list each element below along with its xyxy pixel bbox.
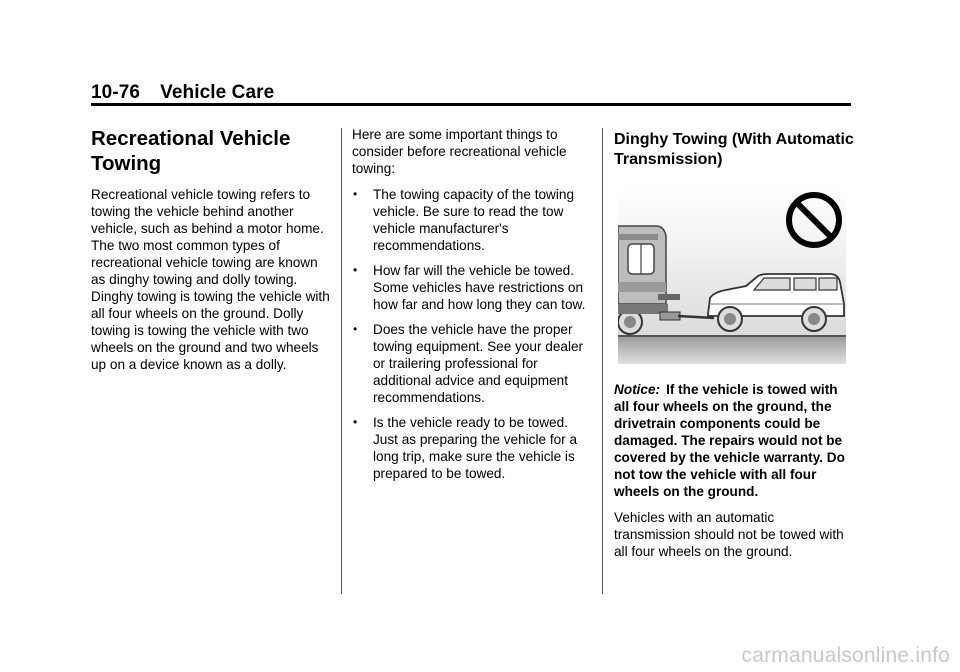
notice-block (614, 381, 854, 500)
column-left (91, 126, 331, 382)
subsection-title: Dinghy Towing (With Automatic Transmission) (614, 131, 854, 168)
bullet-icon: • (353, 415, 358, 429)
column-middle (352, 126, 592, 490)
considerations-list (352, 186, 592, 482)
notice-label: Notice: (614, 382, 661, 397)
chapter-title: Vehicle Care (160, 82, 275, 103)
list-item: • How far will the vehicle be towed. Some vehicles have restrictions on how far and how long they can tow. (353, 263, 586, 312)
header-rule (91, 103, 851, 106)
list-item: • Does the vehicle have the proper towing equipment. See your dealer or trailering professional for additional advice and equipment recommendations. (353, 322, 584, 405)
page-number: 10-76 (91, 82, 141, 103)
column-divider (602, 128, 603, 594)
intro-paragraph: Recreational vehicle towing refers to towing the vehicle behind another vehicle, such as behind a motor home. The two most common types of recreational vehicle towing are known as dinghy towing and dolly towing. Dinghy towing is towing the vehicle with all four wheels on the ground. Dolly towing is towing the vehicle with two wheels on the ground and two wheels up on a device known as a dolly. (91, 187, 330, 372)
notice-text: If the vehicle is towed with all four wheels on the ground, the drivetrain components could be damaged. The repairs would not be covered by the vehicle warranty. Do not tow the vehicle with all four wheels on the ground. (614, 382, 845, 499)
section-title: Recreational Vehicle Towing (91, 127, 291, 175)
considerations-intro: Here are some important things to consider before recreational vehicle towing: (352, 127, 567, 176)
dinghy-towing-prohibited-illustration (618, 186, 846, 364)
bullet-icon: • (353, 187, 358, 201)
road (618, 336, 846, 364)
running-head (91, 82, 274, 104)
watermark: carmanualsonline.info (741, 644, 950, 667)
column-divider (341, 128, 342, 594)
column-right (614, 126, 854, 569)
list-item: • Is the vehicle ready to be towed. Just as preparing the vehicle for a long trip, make sure the vehicle is prepared to be towed. (353, 415, 578, 481)
bullet-icon: • (353, 263, 358, 277)
list-item: • The towing capacity of the towing vehicle. Be sure to read the tow vehicle manufacturer's recommendations. (353, 187, 574, 253)
bullet-icon: • (353, 322, 358, 336)
automatic-transmission-paragraph: Vehicles with an automatic transmission should not be towed with all four wheels on the ground. (614, 510, 844, 559)
